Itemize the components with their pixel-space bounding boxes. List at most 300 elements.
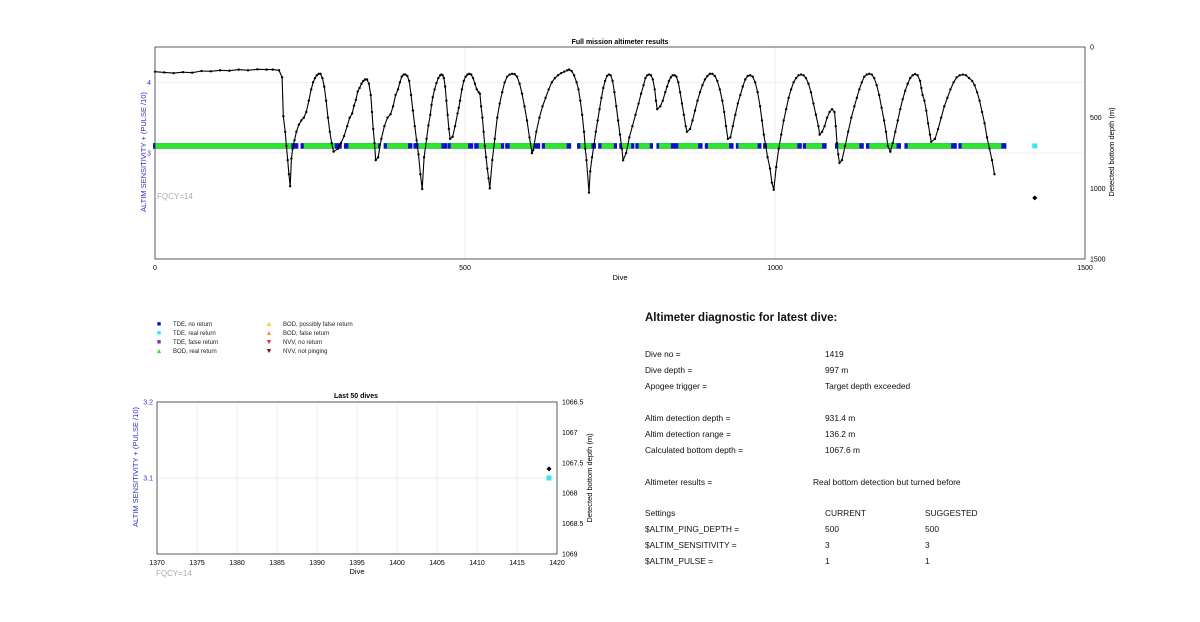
bottom-depth-point — [421, 188, 423, 190]
bottom-depth-point — [868, 73, 870, 75]
bottom-depth-point — [911, 74, 913, 76]
bottom-depth-point — [430, 104, 432, 106]
bottom-depth-point — [637, 102, 639, 104]
triangle-up-icon: ▲ — [265, 330, 273, 337]
bottom-depth-point — [973, 84, 975, 86]
bottom-depth-point — [943, 105, 945, 107]
bottom-depth-point — [496, 116, 498, 118]
bottom-depth-point — [655, 100, 657, 102]
bottom-depth-point — [946, 97, 948, 99]
bottom-depth-point — [812, 102, 814, 104]
bottom-depth-point — [727, 138, 729, 140]
bottom-depth-point — [329, 131, 331, 133]
x-tick-label: 1380 — [229, 560, 245, 567]
bottom-depth-point — [563, 71, 565, 73]
legend-item-bod-real-return: ▲ BOD, real return — [155, 348, 217, 355]
diag-row-altim-det-range: Altim detection range = 136.2 m — [645, 429, 856, 439]
bottom-depth-point — [503, 81, 505, 83]
diagnostic-title: Altimeter diagnostic for latest dive: — [645, 312, 838, 324]
bottom-depth-point — [443, 77, 445, 79]
bottom-depth-point — [476, 88, 478, 90]
x-tick-label: 0 — [153, 265, 157, 272]
bottom-depth-point — [780, 133, 782, 135]
bottom-depth-point — [775, 166, 777, 168]
bottom-depth-point — [581, 114, 583, 116]
bottom-depth-point — [739, 94, 741, 96]
bottom-depth-point — [518, 83, 520, 85]
bottom-depth-point — [484, 145, 486, 147]
bottom-depth-point — [401, 75, 403, 77]
y-right-tick-label: 0 — [1090, 44, 1094, 52]
bottom-depth-point — [437, 77, 439, 79]
bottom-depth-point — [463, 80, 465, 82]
bod-real-return-block — [479, 143, 501, 149]
x-tick-label: 1415 — [509, 560, 525, 567]
bod-real-return-block — [155, 143, 291, 149]
bottom-depth-point — [725, 125, 727, 127]
bottom-depth-point — [298, 124, 300, 126]
bottom-depth-point — [871, 73, 873, 75]
sub-right-y-label: Detected bottom depth (m) — [585, 433, 594, 523]
bottom-depth-point — [889, 150, 891, 152]
bottom-depth-point — [410, 94, 412, 96]
bottom-depth-point — [711, 73, 713, 75]
bottom-depth-point — [414, 125, 416, 127]
bottom-depth-point — [446, 114, 448, 116]
diag-row-pulse: $ALTIM_PULSE = 1 1 — [645, 556, 930, 566]
bottom-depth-point — [295, 131, 297, 133]
bottom-depth-point — [327, 116, 329, 118]
bottom-depth-point — [662, 100, 664, 102]
bod-real-return-block — [806, 143, 822, 149]
diag-row-ping-depth: $ALTIM_PING_DEPTH = 500 500 — [645, 524, 939, 534]
bottom-depth-point — [332, 150, 334, 152]
bottom-depth-point — [723, 111, 725, 113]
bottom-depth-point — [686, 131, 688, 133]
bottom-depth-point — [991, 159, 993, 161]
square-icon: ■ — [156, 321, 162, 328]
bottom-depth-point — [228, 70, 230, 72]
diag-row-sensitivity: $ALTIM_SENSITIVITY = 3 3 — [645, 540, 930, 550]
y-right-tick-label: 1068 — [562, 490, 578, 498]
bottom-depth-point — [714, 75, 716, 77]
bottom-depth-point — [358, 87, 360, 89]
bottom-depth-point — [441, 74, 443, 76]
bottom-depth-point — [892, 142, 894, 144]
bottom-depth-point — [408, 80, 410, 82]
bottom-depth-point — [691, 119, 693, 121]
bottom-depth-point — [937, 128, 939, 130]
bottom-depth-point — [981, 111, 983, 113]
bottom-depth-point — [983, 122, 985, 124]
bottom-depth-point — [429, 114, 431, 116]
bottom-depth-point — [721, 100, 723, 102]
bottom-depth-point — [976, 91, 978, 93]
bottom-depth-point — [286, 159, 288, 161]
bod-real-return-block — [659, 143, 671, 149]
bottom-depth-point — [585, 159, 587, 161]
bod-real-return-block — [419, 143, 442, 149]
bottom-depth-point — [308, 100, 310, 102]
diag-row-settings-header: Settings CURRENT SUGGESTED — [645, 508, 978, 518]
bottom-depth-point — [818, 133, 820, 135]
bottom-depth-point — [940, 116, 942, 118]
bottom-depth-point — [628, 136, 630, 138]
y-right-tick-label: 500 — [1090, 115, 1102, 123]
bottom-depth-point — [461, 88, 463, 90]
bottom-depth-point — [988, 148, 990, 150]
bottom-depth-point — [949, 88, 951, 90]
bottom-depth-point — [321, 77, 323, 79]
bottom-depth-point — [427, 124, 429, 126]
x-tick-label: 1405 — [429, 560, 445, 567]
bottom-depth-point — [397, 88, 399, 90]
bottom-depth-point — [909, 77, 911, 79]
bottom-depth-point — [744, 78, 746, 80]
bottom-depth-point — [554, 77, 556, 79]
bod-real-return-block — [767, 143, 797, 149]
bottom-depth-point — [489, 187, 491, 189]
bottom-depth-point — [355, 99, 357, 101]
bottom-depth-point — [435, 82, 437, 84]
bottom-depth-point — [191, 72, 193, 74]
bottom-depth-point — [593, 143, 595, 145]
bottom-depth-point — [701, 84, 703, 86]
bottom-depth-point — [557, 74, 559, 76]
bottom-depth-point — [491, 159, 493, 161]
bottom-depth-point — [790, 88, 792, 90]
bottom-depth-point — [751, 75, 753, 77]
tde-real-return-point — [1032, 143, 1037, 148]
bottom-depth-point — [596, 119, 598, 121]
bottom-depth-point — [694, 109, 696, 111]
x-tick-label: 1410 — [469, 560, 485, 567]
diag-row-results: Altimeter results = Real bottom detection but turned before — [645, 477, 961, 487]
bottom-depth-point — [785, 108, 787, 110]
bottom-depth-point — [521, 92, 523, 94]
sub-points — [546, 466, 551, 480]
main-right-y-label: Detected bottom depth (m) — [1107, 107, 1116, 197]
bod-real-return-block — [601, 143, 613, 149]
bottom-depth-point — [833, 111, 835, 113]
sub-fqcy-annotation: FQCY=14 — [156, 569, 192, 578]
bottom-depth-point — [494, 138, 496, 140]
bottom-depth-point — [899, 108, 901, 110]
bottom-depth-point — [959, 74, 961, 76]
diag-row-calc-bottom: Calculated bottom depth = 1067.6 m — [645, 445, 860, 455]
bottom-depth-point — [800, 73, 802, 75]
legend — [155, 321, 415, 361]
bottom-depth-point — [615, 105, 617, 107]
bottom-depth-point — [319, 73, 321, 75]
x-tick-label: 1385 — [269, 560, 285, 567]
bottom-depth-point — [546, 466, 551, 471]
bottom-depth-point — [433, 88, 435, 90]
y-right-tick-label: 1067 — [562, 429, 578, 437]
bottom-depth-point — [919, 80, 921, 82]
bod-real-return-block — [639, 143, 650, 149]
bottom-depth-point — [348, 116, 350, 118]
bottom-depth-point — [535, 131, 537, 133]
main-bottom-depth-profile — [154, 68, 1038, 200]
triangle-up-icon: ▲ — [155, 348, 163, 355]
bottom-depth-point — [761, 119, 763, 121]
bottom-depth-point — [464, 75, 466, 77]
bod-real-return-block — [451, 143, 468, 149]
bottom-depth-point — [689, 128, 691, 130]
bottom-depth-point — [817, 125, 819, 127]
legend-item-nvv-not-pinging: ▼ NVV, not pinging — [265, 348, 328, 355]
bottom-depth-point — [696, 100, 698, 102]
bottom-depth-point — [373, 142, 375, 144]
bottom-depth-point — [631, 125, 633, 127]
bottom-depth-point — [866, 73, 868, 75]
tde-real-return-point — [547, 476, 552, 481]
bottom-depth-point — [449, 138, 451, 140]
main-left-y-label: ALTIM SENSITIVITY + (PULSE /10) — [139, 92, 148, 212]
bottom-depth-point — [920, 87, 922, 89]
bottom-depth-point — [666, 85, 668, 87]
bottom-depth-point — [916, 74, 918, 76]
bottom-depth-point — [532, 149, 534, 151]
bottom-depth-point — [516, 75, 518, 77]
bottom-depth-point — [444, 85, 446, 87]
bottom-depth-point — [256, 68, 258, 70]
bottom-depth-point — [481, 116, 483, 118]
bottom-depth-point — [835, 125, 837, 127]
main-grid — [155, 47, 1085, 259]
legend-item-bod-possibly-false: ▲ BOD, possibly false return — [265, 321, 353, 328]
bottom-depth-point — [668, 80, 670, 82]
bottom-depth-point — [454, 125, 456, 127]
bottom-depth-point — [873, 77, 875, 79]
y-left-tick-label: 3.1 — [143, 475, 153, 483]
y-left-tick-label: 3 — [147, 150, 151, 158]
bottom-depth-point — [656, 108, 658, 110]
bottom-depth-point — [600, 97, 602, 99]
diag-row-dive-no: Dive no = 1419 — [645, 349, 844, 359]
bottom-depth-point — [773, 189, 775, 191]
bottom-depth-point — [861, 81, 863, 83]
x-tick-label: 500 — [459, 265, 471, 272]
square-icon: ■ — [156, 330, 162, 337]
bottom-depth-point — [598, 108, 600, 110]
bottom-depth-point — [749, 74, 751, 76]
sub-grid — [157, 402, 557, 554]
bottom-depth-point — [838, 162, 840, 164]
bottom-depth-point — [238, 68, 240, 70]
main-x-label: Dive — [612, 273, 628, 282]
bottom-depth-point — [930, 140, 932, 142]
legend-item-tde-real-return: ■ TDE, real return — [156, 330, 216, 337]
bottom-depth-point — [769, 167, 771, 169]
bottom-depth-point — [284, 131, 286, 133]
x-tick-label: 1420 — [549, 560, 565, 567]
bottom-depth-point — [837, 153, 839, 155]
bottom-depth-point — [904, 90, 906, 92]
y-right-tick-label: 1066.5 — [562, 399, 584, 407]
triangle-up-icon: ▲ — [265, 321, 273, 328]
main-fqcy-annotation: FQCY=14 — [157, 192, 193, 201]
bottom-depth-point — [583, 131, 585, 133]
square-icon: ■ — [156, 339, 162, 346]
diag-row-altim-det-depth: Altim detection depth = 931.4 m — [645, 413, 856, 423]
bottom-depth-point — [560, 72, 562, 74]
bod-real-return-block — [678, 143, 698, 149]
bottom-depth-point — [934, 138, 936, 140]
bottom-depth-point — [704, 78, 706, 80]
bottom-depth-point — [782, 119, 784, 121]
bottom-depth-point — [883, 119, 885, 121]
bottom-depth-point — [906, 83, 908, 85]
bottom-depth-point — [472, 77, 474, 79]
bottom-depth-point — [323, 85, 325, 87]
y-right-tick-label: 1069 — [562, 551, 578, 559]
bottom-depth-point — [971, 80, 973, 82]
bottom-depth-point — [853, 105, 855, 107]
bottom-depth-point — [548, 88, 550, 90]
bottom-depth-point — [331, 142, 333, 144]
sub-x-label: Dive — [349, 567, 365, 576]
bottom-depth-point — [706, 75, 708, 77]
bottom-depth-point — [968, 77, 970, 79]
bottom-depth-point — [278, 69, 280, 71]
bottom-depth-point — [831, 108, 833, 110]
bottom-depth-point — [787, 97, 789, 99]
y-right-tick-label: 1067.5 — [562, 460, 584, 468]
bottom-depth-point — [377, 156, 379, 158]
bottom-depth-point — [285, 145, 287, 147]
x-tick-label: 1400 — [389, 560, 405, 567]
bottom-depth-point — [544, 97, 546, 99]
bod-real-return-block — [622, 143, 631, 149]
bottom-depth-point — [902, 98, 904, 100]
bottom-depth-point — [526, 119, 528, 121]
bottom-depth-point — [828, 111, 830, 113]
bottom-depth-point — [573, 74, 575, 76]
bottom-depth-point — [754, 81, 756, 83]
bottom-depth-point — [375, 159, 377, 161]
x-tick-label: 1395 — [349, 560, 365, 567]
bottom-depth-point — [729, 136, 731, 138]
bottom-depth-point — [771, 181, 773, 183]
bottom-depth-point — [399, 81, 401, 83]
bottom-depth-point — [423, 156, 425, 158]
bottom-depth-point — [372, 128, 374, 130]
x-tick-label: 1500 — [1077, 265, 1093, 272]
x-tick-label: 1000 — [767, 265, 783, 272]
bottom-depth-point — [210, 70, 212, 72]
bottom-depth-point — [380, 138, 382, 140]
bottom-depth-point — [894, 131, 896, 133]
bod-real-return-block — [908, 143, 951, 149]
bottom-depth-point — [923, 100, 925, 102]
bottom-depth-point — [685, 125, 687, 127]
bottom-depth-point — [802, 74, 804, 76]
sub-plot-frame — [157, 402, 557, 554]
bottom-depth-point — [878, 94, 880, 96]
bottom-depth-point — [541, 105, 543, 107]
bottom-depth-point — [807, 83, 809, 85]
bottom-depth-point — [182, 71, 184, 73]
bottom-depth-point — [621, 148, 623, 150]
bottom-depth-point — [952, 81, 954, 83]
bottom-depth-point — [291, 148, 293, 150]
bottom-depth-point — [863, 75, 865, 77]
bottom-depth-point — [844, 145, 846, 147]
bottom-depth-point — [432, 96, 434, 98]
bottom-depth-point — [451, 136, 453, 138]
y-right-tick-label: 1500 — [1090, 256, 1106, 264]
bottom-depth-point — [577, 88, 579, 90]
bottom-depth-point — [765, 145, 767, 147]
bottom-depth-point — [763, 133, 765, 135]
bottom-depth-point — [265, 68, 267, 70]
bottom-depth-point — [425, 138, 427, 140]
bottom-depth-point — [847, 131, 849, 133]
bod-real-return-block — [838, 143, 859, 149]
bottom-depth-point — [719, 88, 721, 90]
bottom-depth-point — [486, 167, 488, 169]
bottom-depth-point — [795, 77, 797, 79]
bottom-depth-point — [927, 122, 929, 124]
bottom-depth-point — [482, 131, 484, 133]
bottom-depth-point — [591, 156, 593, 158]
bottom-depth-line — [155, 69, 995, 192]
bottom-depth-point — [622, 159, 624, 161]
bottom-depth-point — [679, 91, 681, 93]
bottom-depth-point — [394, 94, 396, 96]
bottom-depth-point — [617, 119, 619, 121]
bottom-depth-point — [289, 185, 291, 187]
sub-ticks — [143, 400, 583, 568]
bottom-depth-point — [670, 76, 672, 78]
bottom-depth-point — [383, 125, 385, 127]
bottom-depth-point — [415, 139, 417, 141]
bottom-depth-point — [642, 84, 644, 86]
x-tick-label: 1370 — [149, 560, 165, 567]
bottom-depth-point — [625, 152, 627, 154]
bottom-depth-point — [487, 177, 489, 179]
bottom-depth-point — [986, 136, 988, 138]
y-right-tick-label: 1068.5 — [562, 521, 584, 529]
bottom-depth-point — [288, 173, 290, 175]
bottom-depth-point — [640, 92, 642, 94]
bottom-depth-point — [965, 74, 967, 76]
bottom-depth-point — [962, 73, 964, 75]
legend-item-tde-no-return: ■ TDE, no return — [156, 321, 213, 328]
bottom-depth-point — [821, 131, 823, 133]
bottom-depth-point — [778, 148, 780, 150]
bottom-depth-point — [610, 74, 612, 76]
bottom-depth-point — [412, 109, 414, 111]
bottom-depth-point — [805, 77, 807, 79]
bottom-depth-point — [792, 81, 794, 83]
legend-item-nvv-no-return: ▼ NVV, no return — [265, 339, 323, 346]
main-chart-title: Full mission altimeter results — [571, 39, 669, 46]
bottom-depth-point — [310, 88, 312, 90]
bottom-depth-point — [681, 102, 683, 104]
bottom-depth-point — [200, 70, 202, 72]
bottom-depth-point — [538, 116, 540, 118]
bottom-depth-point — [314, 77, 316, 79]
bottom-depth-point — [659, 105, 661, 107]
bottom-depth-point — [523, 105, 525, 107]
bottom-depth-point — [595, 131, 597, 133]
bottom-depth-point — [470, 73, 472, 75]
bottom-depth-point — [366, 78, 368, 80]
bottom-depth-point — [885, 131, 887, 133]
